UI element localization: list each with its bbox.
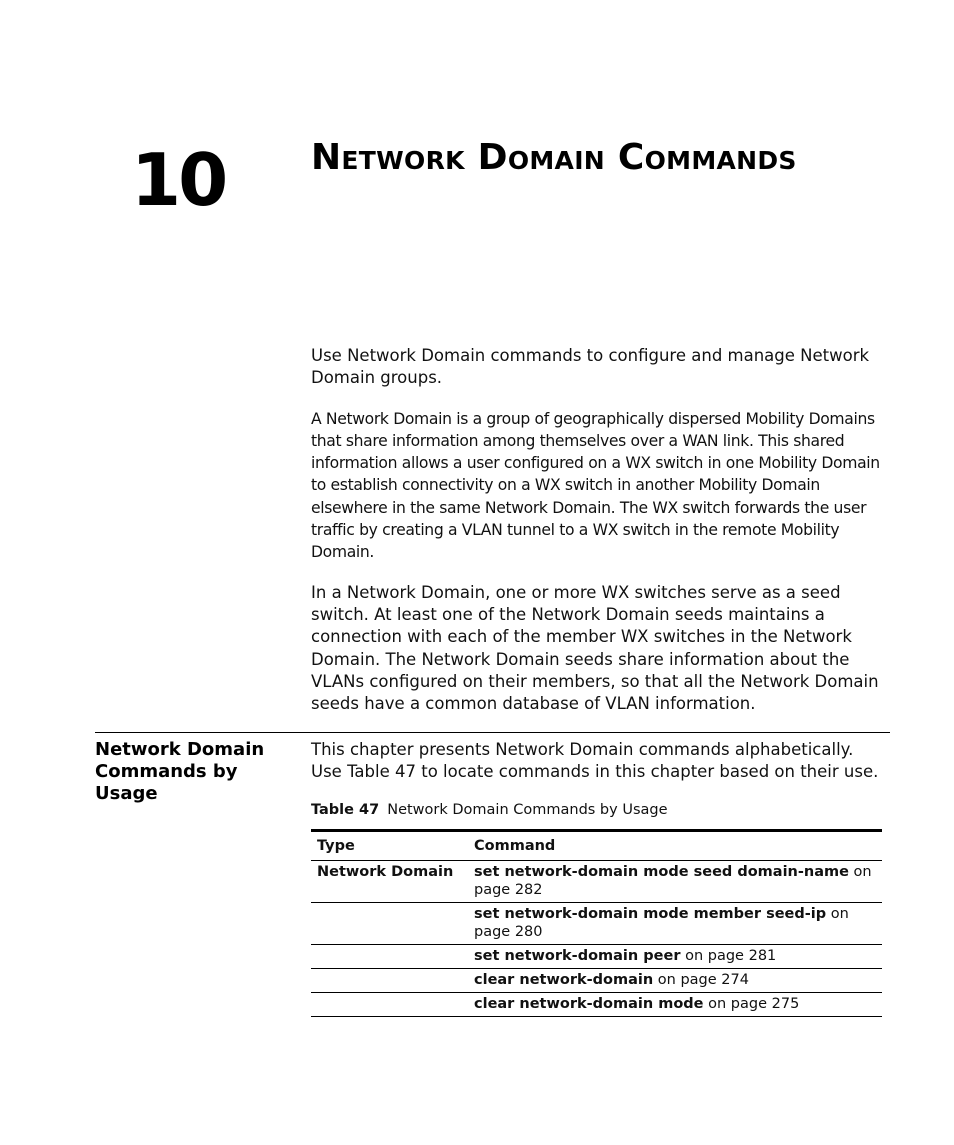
command-cell: [468, 903, 882, 945]
page-reference: on page 275: [703, 996, 800, 1012]
command-cell: [468, 993, 882, 1017]
intro-section: [311, 345, 889, 733]
table-caption-text: Network Domain Commands by Usage: [387, 802, 668, 818]
page-reference: on page 281: [680, 948, 777, 964]
column-header-command: Command: [468, 831, 882, 861]
section-body: This chapter presents Network Domain commands alphabetically. Use Table 47 to locate commands in this chapter based on their use.: [311, 740, 879, 782]
command-cell: [468, 945, 882, 969]
command-cell: [468, 969, 882, 993]
table-caption: [311, 800, 668, 820]
table-row: [311, 903, 882, 945]
chapter-number: 10: [131, 138, 226, 222]
table-caption-label: Table 47: [311, 802, 380, 818]
table-row: [311, 945, 882, 969]
column-header-type: Type: [311, 831, 468, 861]
table-header-row: [311, 831, 882, 861]
type-cell: Network Domain: [311, 861, 468, 903]
type-cell: [311, 969, 468, 993]
intro-paragraph: Use Network Domain commands to configure and manage Network Domain groups.: [311, 346, 870, 388]
command-link[interactable]: set network-domain mode seed domain-name: [474, 864, 849, 880]
section-heading: Network Domain Commands by Usage: [95, 739, 265, 804]
type-cell: [311, 993, 468, 1017]
type-cell: [311, 945, 468, 969]
commands-table: [311, 829, 882, 1017]
intro-paragraph: A Network Domain is a group of geographically dispersed Mobility Domains that share information among themselves over a WAN link. This shared information allows a user configured on a WX switch in one Mobility Domain to establish connectivity on a WX switch in another Mobility Domain elsewhere in the same Network Domain. The WX switch forwards the user traffic by creating a VLAN tunnel to a WX switch in the remote Mobility Domain.: [311, 409, 880, 562]
table-row: [311, 969, 882, 993]
table-row: [311, 993, 882, 1017]
command-cell: [468, 861, 882, 903]
type-cell: [311, 903, 468, 945]
chapter-title: Network Domain Commands: [311, 137, 797, 178]
page-reference: on page 282: [474, 864, 872, 898]
page-reference: on page 274: [653, 972, 749, 988]
command-link[interactable]: set network-domain peer: [474, 948, 681, 964]
intro-paragraph: In a Network Domain, one or more WX switches serve as a seed switch. At least one of the Network Domain seeds maintains a connection with each of the member WX switches in the Network Domain. The Network Domain seeds share information about the VLANs configured on their members, so that all the Network Domain seeds have a common database of VLAN information.: [311, 582, 879, 714]
command-link[interactable]: clear network-domain mode: [474, 996, 704, 1012]
command-link[interactable]: clear network-domain: [474, 972, 654, 988]
section-divider: [95, 732, 890, 733]
table-row: [311, 861, 882, 903]
page-reference: on page 280: [474, 906, 849, 940]
command-link[interactable]: set network-domain mode member seed-ip: [474, 906, 827, 922]
